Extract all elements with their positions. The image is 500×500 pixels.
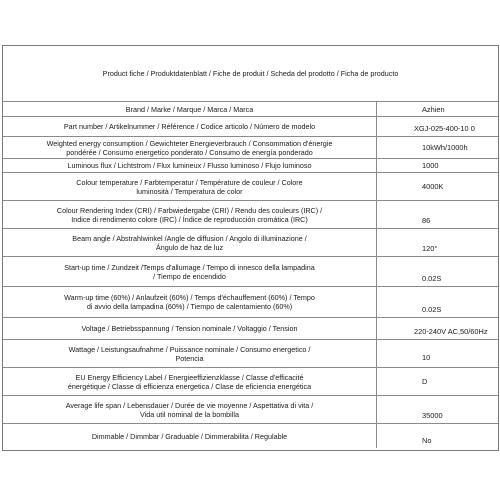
row-label bbox=[3, 424, 377, 448]
row-beam-angle bbox=[3, 229, 498, 257]
fiche-rows bbox=[3, 102, 498, 448]
row-label-line: Part number / Artikelnummer / Référence / Codice articolo / Número de modelo bbox=[63, 122, 316, 131]
row-label-line: Indice di rendimento colore (IRC) / Índice de reproducción cromática (IRC) bbox=[71, 214, 308, 224]
row-value: D bbox=[422, 377, 428, 386]
row-label-line: Luminous flux / Lichtstrom / Flux lumineux / Flusso luminoso / Flujo luminoso bbox=[67, 161, 312, 170]
row-value: 4000K bbox=[422, 182, 444, 191]
row-label-line: luminosità / Temperatura de color bbox=[136, 186, 243, 196]
row-label bbox=[3, 173, 377, 200]
row-value: 86 bbox=[422, 216, 431, 225]
row-value: 220-240V AC,50/60Hz bbox=[414, 327, 488, 336]
row-label-line: Start-up time / Zundzeit /Temps d'allumage / Tempo di innesco della lampadina bbox=[64, 262, 315, 272]
row-label-line: pondérée / Consumo energetico ponderato / Consumo de energía ponderado bbox=[66, 147, 313, 157]
row-luminous-flux bbox=[3, 159, 498, 173]
row-energy-efficiency-label bbox=[3, 368, 498, 396]
row-label-line: Potencia bbox=[175, 353, 204, 363]
row-cri bbox=[3, 201, 498, 229]
row-label-line: Weighted energy consumption / Gewichteter Energieverbrauch / Consommation d'énergie bbox=[46, 138, 333, 148]
row-average-life-span bbox=[3, 396, 498, 424]
row-voltage bbox=[3, 318, 498, 340]
row-label-line: EU Energy Efficiency Label / Energieeffizienzklasse / Classe d'efficacité bbox=[75, 372, 304, 382]
row-label-line: Ángulo de haz de luz bbox=[155, 242, 224, 252]
row-value: 120° bbox=[422, 244, 438, 253]
row-value: 0.02S bbox=[422, 305, 442, 314]
row-label-line: Warm-up time (60%) / Anlaufzeit (60%) / Temps d'échauffement (60%) / Tempo bbox=[64, 293, 315, 302]
row-label-line: Voltage / Betriebsspannung / Tension nominale / Voltaggio / Tension bbox=[81, 324, 298, 333]
row-wattage bbox=[3, 340, 498, 368]
row-value: 0.02S bbox=[422, 274, 442, 283]
row-value: 35000 bbox=[422, 411, 443, 420]
row-label-line: Wattage / Leistungsaufnahme / Puissance nominale / Consumo energetico / bbox=[68, 344, 311, 354]
row-value: 10 bbox=[422, 353, 431, 362]
row-value: XGJ-025-400-10 0 bbox=[414, 124, 475, 133]
row-label-line: / Tiempo de encendido bbox=[153, 271, 226, 281]
row-label-line: Colour Rendering Index (CRI) / Farbwiedergabe (CRI) / Rendu des couleurs (IRC) / bbox=[56, 205, 323, 215]
product-fiche-table bbox=[2, 45, 499, 451]
row-label bbox=[3, 159, 377, 172]
row-label bbox=[3, 368, 377, 395]
row-warm-up-time bbox=[3, 287, 498, 318]
row-value: Azhien bbox=[422, 104, 445, 114]
row-label bbox=[3, 229, 377, 256]
row-label bbox=[3, 117, 377, 136]
row-label bbox=[3, 287, 377, 317]
row-start-up-time bbox=[3, 257, 498, 287]
row-brand bbox=[3, 102, 498, 117]
row-label-line: di avvio della lampadina (60%) / Tiempo de calentamiento (60%) bbox=[86, 302, 293, 311]
row-label bbox=[3, 257, 377, 286]
row-value: No bbox=[422, 436, 432, 445]
row-label-line: Beam angle / Abstrahlwinkel /Angle de diffusion / Angolo di illuminazione / bbox=[72, 233, 307, 243]
row-label-line: Vida util nominal de la bombilla bbox=[140, 409, 239, 419]
row-label bbox=[3, 340, 377, 367]
row-energy-consumption bbox=[3, 137, 498, 159]
row-label-line: énergétique / Classe di efficienza energetica / Clase de eficiencia energética bbox=[67, 381, 312, 391]
row-value: 10kWh/1000h bbox=[422, 143, 468, 152]
row-label-line: Brand / Marke / Marque / Marca / Marca bbox=[125, 104, 254, 114]
row-part-number bbox=[3, 117, 498, 137]
row-label bbox=[3, 137, 377, 158]
row-label bbox=[3, 201, 377, 228]
row-label bbox=[3, 102, 377, 116]
fiche-title: Product fiche / Produktdatenblatt / Fiche de produit / Scheda del prodotto / Ficha de producto bbox=[3, 46, 498, 102]
row-dimmable bbox=[3, 424, 498, 448]
row-label-line: Average life span / Lebensdauer / Durée de vie moyenne / Aspettativa di vita / bbox=[65, 400, 314, 410]
row-colour-temperature bbox=[3, 173, 498, 201]
row-label bbox=[3, 396, 377, 423]
row-label-line: Dimmable / Dimmbar / Graduable / Dimmerabilita / Regulable bbox=[91, 431, 288, 441]
row-value: 1000 bbox=[422, 161, 439, 170]
row-label-line: Colour temperature / Farbtemperatur / Température de couleur / Colore bbox=[76, 177, 303, 187]
row-label bbox=[3, 318, 377, 339]
